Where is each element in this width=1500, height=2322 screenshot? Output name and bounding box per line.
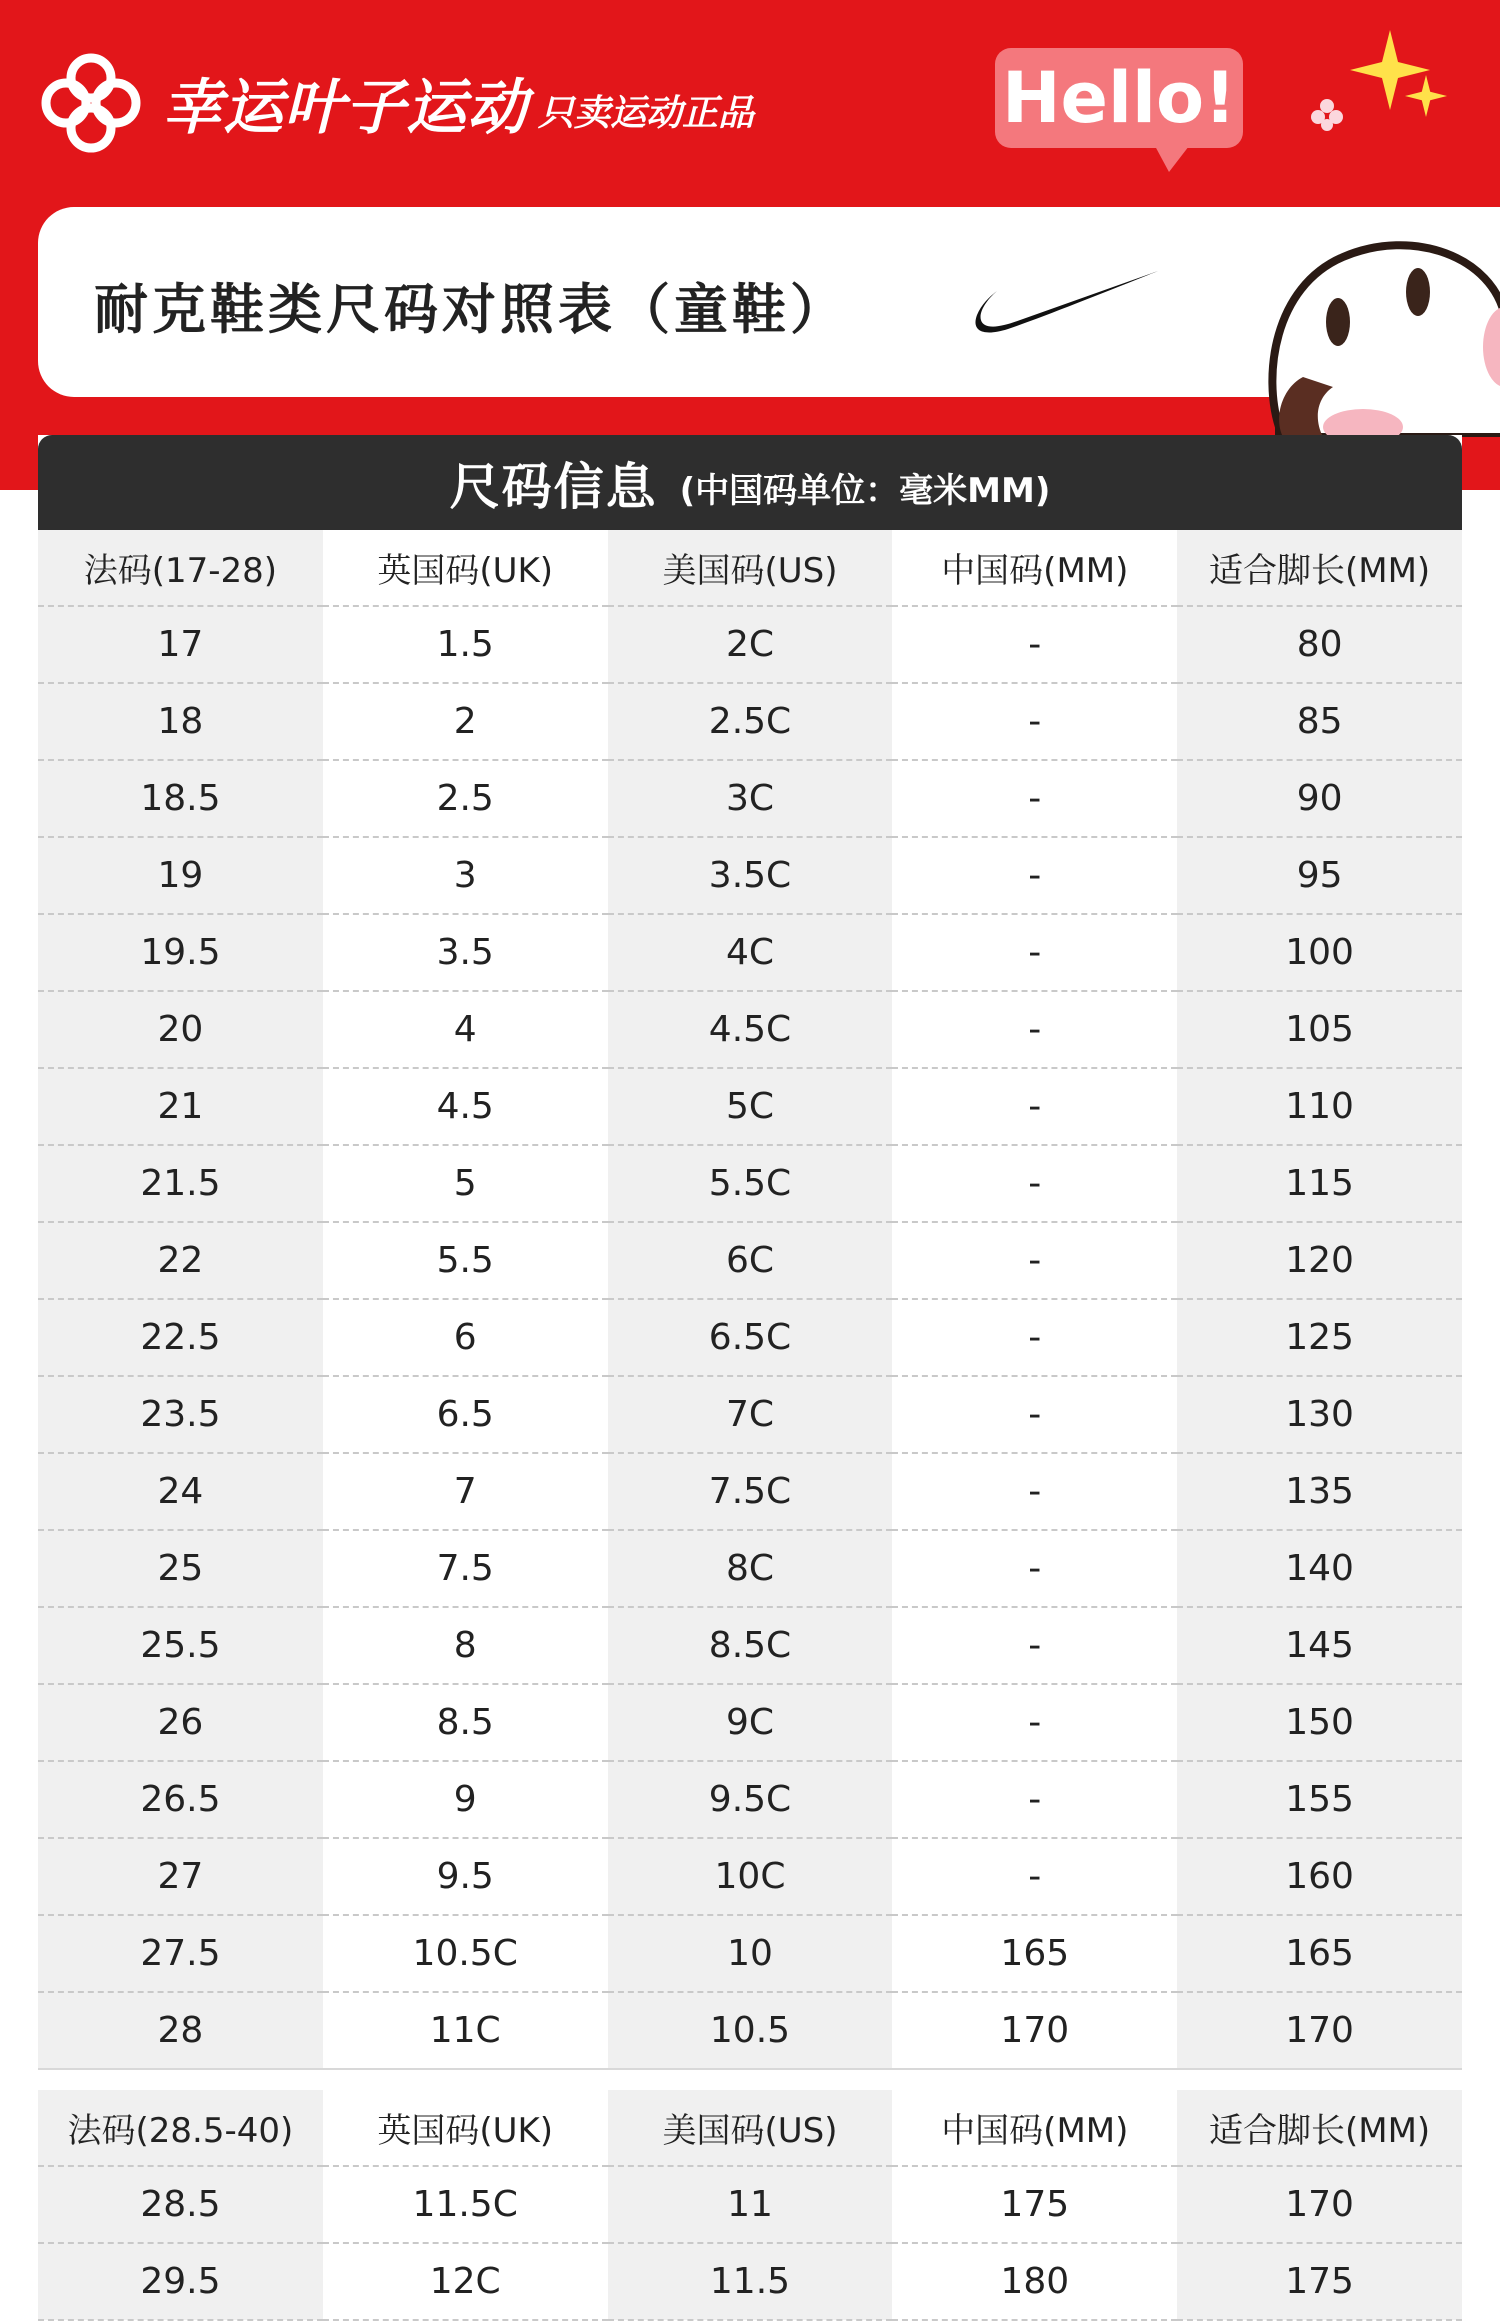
table-cell: 20 — [38, 991, 323, 1068]
table-row — [38, 1453, 1462, 1530]
table-cell: - — [892, 914, 1177, 991]
table-cell: 145 — [1177, 1607, 1462, 1684]
table-cell: 4 — [323, 991, 608, 1068]
table-cell: - — [892, 1145, 1177, 1222]
table-cell: 22 — [38, 1222, 323, 1299]
table-cell: 160 — [1177, 1838, 1462, 1915]
section-divider — [38, 2068, 1462, 2090]
table-unit-note: (中国码单位：毫米MM) — [679, 471, 1051, 511]
table-cell: 170 — [892, 1992, 1177, 2068]
table-cell: 170 — [1177, 2166, 1462, 2243]
table-cell: 165 — [1177, 1915, 1462, 1992]
table-cell: 5 — [323, 1145, 608, 1222]
flower-icon — [1310, 98, 1344, 132]
table-cell: 105 — [1177, 991, 1462, 1068]
table-cell: 2 — [323, 683, 608, 760]
column-header: 法码(17-28) — [38, 530, 323, 606]
column-header: 中国码(MM) — [892, 530, 1177, 606]
table-row — [38, 1992, 1462, 2068]
table-cell: 80 — [1177, 606, 1462, 683]
table-cell: 28 — [38, 1992, 323, 2068]
table-cell: 9.5C — [608, 1761, 893, 1838]
table-cell: 7.5C — [608, 1453, 893, 1530]
table-cell: 11 — [608, 2166, 893, 2243]
column-header: 美国码(US) — [608, 530, 893, 606]
table-cell: 10C — [608, 1838, 893, 1915]
size-table-panel — [38, 435, 1462, 2322]
table-cell: 23.5 — [38, 1376, 323, 1453]
table-cell: 10.5C — [323, 1915, 608, 1992]
table-row — [38, 1376, 1462, 1453]
column-header: 英国码(UK) — [323, 530, 608, 606]
table-cell: 9C — [608, 1684, 893, 1761]
table-cell: - — [892, 760, 1177, 837]
mascot-character-icon — [1243, 227, 1500, 441]
brand-logo — [36, 48, 754, 158]
nike-swoosh-icon — [963, 269, 1163, 353]
table-cell: 21.5 — [38, 1145, 323, 1222]
table-cell: 6 — [323, 1299, 608, 1376]
table-row — [38, 2166, 1462, 2243]
table-cell: 9 — [323, 1761, 608, 1838]
table-cell: 85 — [1177, 683, 1462, 760]
table-cell: 170 — [1177, 1992, 1462, 2068]
table-cell: 25 — [38, 1530, 323, 1607]
table-cell: 26.5 — [38, 1761, 323, 1838]
table-cell: 19 — [38, 837, 323, 914]
table-row — [38, 1068, 1462, 1145]
table-cell: 27 — [38, 1838, 323, 1915]
table-row — [38, 1915, 1462, 1992]
table-cell: - — [892, 1453, 1177, 1530]
table-cell: - — [892, 1222, 1177, 1299]
table-cell: 17 — [38, 606, 323, 683]
table-cell: 29.5 — [38, 2243, 323, 2320]
sparkle-icon — [1405, 75, 1447, 117]
table-cell: - — [892, 1838, 1177, 1915]
table-cell: - — [892, 1761, 1177, 1838]
table-cell: 4.5 — [323, 1068, 608, 1145]
table-cell: 165 — [892, 1915, 1177, 1992]
table-cell: 6C — [608, 1222, 893, 1299]
table-cell: 11C — [323, 1992, 608, 2068]
table-cell: 175 — [892, 2166, 1177, 2243]
table-cell: - — [892, 1684, 1177, 1761]
column-header: 适合脚长(MM) — [1177, 530, 1462, 606]
table-cell: 24 — [38, 1453, 323, 1530]
table-cell: 5.5C — [608, 1145, 893, 1222]
table-cell: - — [892, 1530, 1177, 1607]
column-header: 适合脚长(MM) — [1177, 2090, 1462, 2166]
page-title: 耐克鞋类尺码对照表（童鞋） — [94, 278, 848, 341]
table-cell: 3C — [608, 760, 893, 837]
table-cell: 5C — [608, 1068, 893, 1145]
column-header: 法码(28.5-40) — [38, 2090, 323, 2166]
table-cell: 175 — [1177, 2243, 1462, 2320]
table-cell: 3 — [323, 837, 608, 914]
table-cell: 6.5 — [323, 1376, 608, 1453]
table-row — [38, 2243, 1462, 2320]
size-table-youth — [38, 2090, 1462, 2321]
table-cell: 7C — [608, 1376, 893, 1453]
table-row — [38, 837, 1462, 914]
table-row — [38, 1607, 1462, 1684]
brand-name: 幸运叶子运动 — [162, 73, 528, 143]
table-row — [38, 1530, 1462, 1607]
table-cell: 25.5 — [38, 1607, 323, 1684]
table-cell: - — [892, 991, 1177, 1068]
table-cell: - — [892, 1607, 1177, 1684]
table-row — [38, 606, 1462, 683]
title-card — [38, 207, 1500, 397]
table-cell: 4C — [608, 914, 893, 991]
table-row — [38, 991, 1462, 1068]
table-cell: 6.5C — [608, 1299, 893, 1376]
table-row — [38, 1761, 1462, 1838]
table-cell: 11.5C — [323, 2166, 608, 2243]
table-cell: 7 — [323, 1453, 608, 1530]
table-cell: 27.5 — [38, 1915, 323, 1992]
table-cell: - — [892, 837, 1177, 914]
table-row — [38, 1145, 1462, 1222]
table-cell: 12C — [323, 2243, 608, 2320]
table-cell: 2.5C — [608, 683, 893, 760]
table-cell: 5.5 — [323, 1222, 608, 1299]
table-row — [38, 1299, 1462, 1376]
table-cell: 140 — [1177, 1530, 1462, 1607]
table-cell: 1.5 — [323, 606, 608, 683]
column-header: 美国码(US) — [608, 2090, 893, 2166]
table-cell: 120 — [1177, 1222, 1462, 1299]
table-cell: 10 — [608, 1915, 893, 1992]
table-cell: 130 — [1177, 1376, 1462, 1453]
table-cell: 90 — [1177, 760, 1462, 837]
four-leaf-clover-icon — [36, 48, 146, 158]
table-cell: 2C — [608, 606, 893, 683]
table-header-row — [38, 530, 1462, 606]
table-cell: 8 — [323, 1607, 608, 1684]
table-cell: 19.5 — [38, 914, 323, 991]
table-row — [38, 683, 1462, 760]
table-header-row — [38, 2090, 1462, 2166]
table-cell: 21 — [38, 1068, 323, 1145]
table-cell: 9.5 — [323, 1838, 608, 1915]
table-cell: 155 — [1177, 1761, 1462, 1838]
table-cell: - — [892, 606, 1177, 683]
brand-slogan: 只卖运动正品 — [538, 92, 755, 134]
table-cell: 7.5 — [323, 1530, 608, 1607]
column-header: 中国码(MM) — [892, 2090, 1177, 2166]
table-row — [38, 1222, 1462, 1299]
size-table-kids — [38, 530, 1462, 2068]
table-cell: 18.5 — [38, 760, 323, 837]
table-cell: 110 — [1177, 1068, 1462, 1145]
table-cell: - — [892, 1299, 1177, 1376]
table-row — [38, 760, 1462, 837]
table-title-bar — [38, 435, 1462, 530]
table-cell: 3.5 — [323, 914, 608, 991]
table-cell: - — [892, 1376, 1177, 1453]
table-cell: 100 — [1177, 914, 1462, 991]
table-cell: 28.5 — [38, 2166, 323, 2243]
table-cell: 8.5C — [608, 1607, 893, 1684]
table-cell: 125 — [1177, 1299, 1462, 1376]
table-cell: 11.5 — [608, 2243, 893, 2320]
table-row — [38, 1838, 1462, 1915]
table-cell: 3.5C — [608, 837, 893, 914]
table-cell: 150 — [1177, 1684, 1462, 1761]
table-cell: 22.5 — [38, 1299, 323, 1376]
table-cell: 180 — [892, 2243, 1177, 2320]
table-cell: 26 — [38, 1684, 323, 1761]
table-row — [38, 1684, 1462, 1761]
table-cell: 8C — [608, 1530, 893, 1607]
table-cell: - — [892, 1068, 1177, 1145]
table-cell: 95 — [1177, 837, 1462, 914]
hello-speech-bubble: Hello! — [995, 48, 1243, 148]
table-cell: - — [892, 683, 1177, 760]
table-cell: 18 — [38, 683, 323, 760]
table-cell: 115 — [1177, 1145, 1462, 1222]
table-title: 尺码信息 — [449, 457, 658, 516]
table-cell: 2.5 — [323, 760, 608, 837]
table-cell: 8.5 — [323, 1684, 608, 1761]
table-row — [38, 914, 1462, 991]
table-cell: 4.5C — [608, 991, 893, 1068]
column-header: 英国码(UK) — [323, 2090, 608, 2166]
table-cell: 135 — [1177, 1453, 1462, 1530]
table-cell: 10.5 — [608, 1992, 893, 2068]
